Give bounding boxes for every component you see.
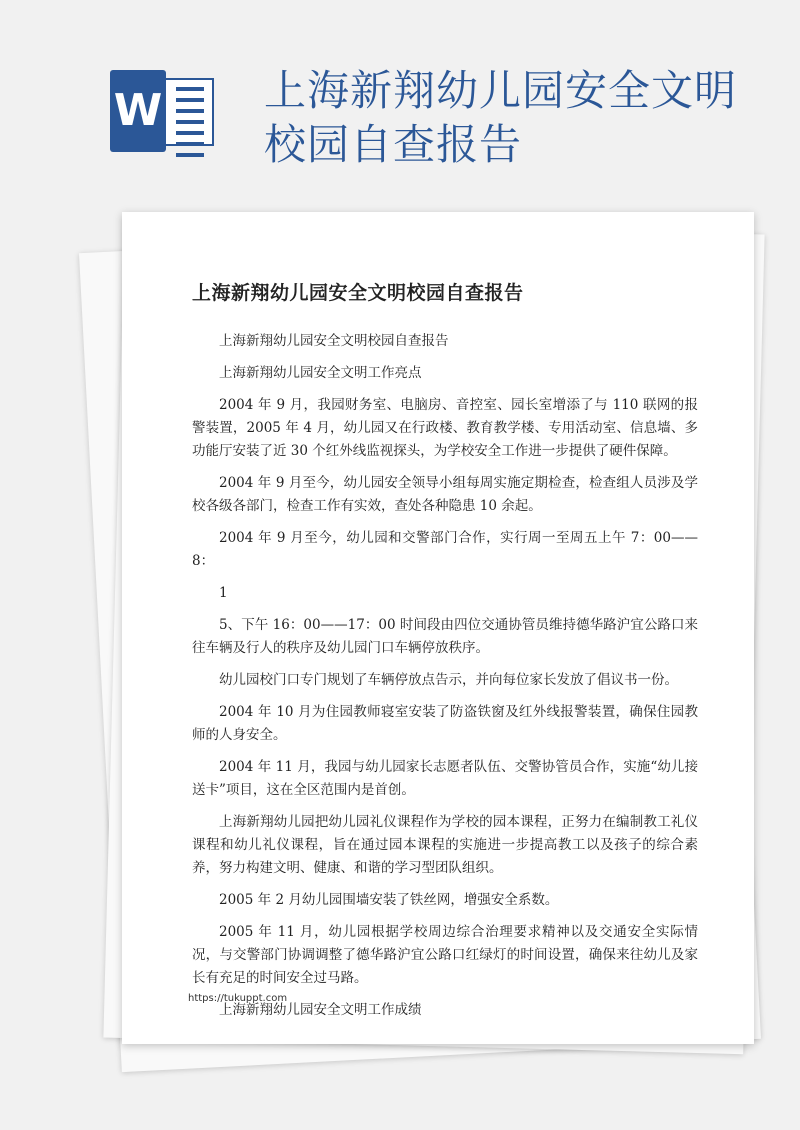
footer-url[interactable]: https://tukuppt.com bbox=[188, 993, 288, 1004]
paragraph: 2004 年 9 月至今，幼儿园安全领导小组每周实施定期检查，检查组人员涉及学校各级各部门，检查工作有实效，查处各种隐患 10 余起。 bbox=[192, 475, 698, 514]
word-logo-letter: W bbox=[110, 70, 166, 152]
word-icon bbox=[110, 70, 216, 152]
banner-title: 上海新翔幼儿园安全文明校园自查报告 bbox=[264, 66, 738, 169]
paragraph: 2004 年 9 月，我园财务室、电脑房、音控室、园长室增添了与 110 联网的报警装置，2005 年 4 月，幼儿园又在行政楼、教育教学楼、专用活动室、信息墙、多功能厅安装了近 30 个红外线监视探头，为学校安全工作进一步提供了硬件保障。 bbox=[192, 397, 698, 459]
paragraph: 2004 年 10 月为住园教师寝室安装了防盗铁窗及红外线报警装置，确保住园教师的人身安全。 bbox=[192, 704, 698, 743]
paragraph: 1 bbox=[219, 585, 228, 601]
paragraph: 上海新翔幼儿园安全文明校园自查报告 bbox=[219, 333, 449, 349]
paragraph: 上海新翔幼儿园安全文明工作成绩 bbox=[219, 1002, 422, 1018]
paragraph: 2004 年 11 月，我园与幼儿园家长志愿者队伍、交警协管员合作，实施“幼儿接送卡”项目，这在全区范围内是首创。 bbox=[192, 759, 698, 798]
paragraph: 5、下午 16：00——17：00 时间段由四位交通协管员维持德华路沪宜公路口来往车辆及行人的秩序及幼儿园门口车辆停放秩序。 bbox=[192, 617, 698, 656]
paragraph: 上海新翔幼儿园把幼儿园礼仪课程作为学校的园本课程，正努力在编制教工礼仪课程和幼儿礼仪课程，旨在通过园本课程的实施进一步提高教工以及孩子的综合素养，努力构建文明、健康、和谐的学习型团队组织。 bbox=[192, 814, 698, 876]
paragraph: 2005 年 11 月，幼儿园根据学校周边综合治理要求精神以及交通安全实际情况，与交警部门协调调整了德华路沪宜公路口红绿灯的时间设置，确保来往幼儿及家长有充足的时间安全过马路。 bbox=[192, 924, 698, 986]
document-title: 上海新翔幼儿园安全文明校园自查报告 bbox=[192, 282, 524, 304]
paragraph: 幼儿园校门口专门规划了车辆停放点告示，并向每位家长发放了倡议书一份。 bbox=[219, 672, 678, 688]
paragraph: 上海新翔幼儿园安全文明工作亮点 bbox=[219, 365, 422, 381]
paragraph: 2005 年 2 月幼儿园围墙安装了铁丝网，增强安全系数。 bbox=[219, 892, 559, 908]
paragraph: 2004 年 9 月至今，幼儿园和交警部门合作，实行周一至周五上午 7：00——8： bbox=[192, 530, 698, 569]
document-page bbox=[122, 212, 754, 1044]
